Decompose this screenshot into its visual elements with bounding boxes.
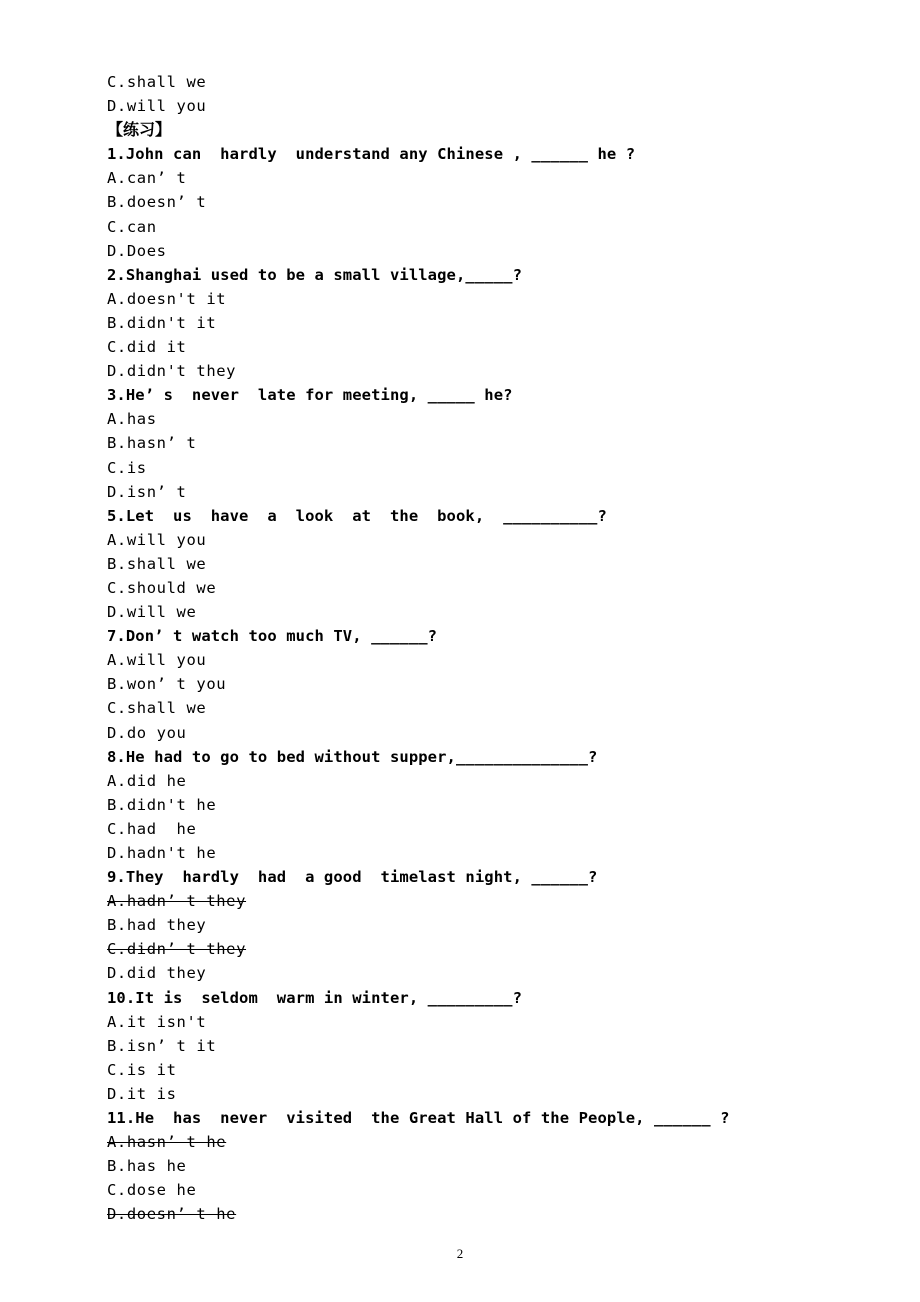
question-list — [107, 142, 827, 1226]
answer-option: C.should we — [107, 578, 217, 597]
answer-option: B.doesn’ t — [107, 193, 207, 212]
answer-option: A.will you — [107, 530, 207, 549]
answer-option: A.has — [107, 410, 157, 429]
answer-option: B.hasn’ t — [107, 434, 197, 453]
answer-option: C.is — [107, 458, 147, 477]
answer-option: C.did it — [107, 338, 187, 357]
answer-option: C.is it — [107, 1060, 177, 1079]
answer-option: C.can — [107, 217, 157, 236]
answer-option: A.will you — [107, 651, 207, 670]
answer-option: B.had they — [107, 916, 207, 935]
question-text: 8.He had to go to bed without supper,______________? — [107, 747, 598, 766]
answer-option: D.Does — [107, 241, 167, 260]
answer-option: A.did he — [107, 771, 187, 790]
question-text: 2.Shanghai used to be a small village,_____? — [107, 265, 522, 284]
answer-option: B.shall we — [107, 554, 207, 573]
answer-option: D.didn't they — [107, 362, 237, 381]
answer-option: B.didn't it — [107, 313, 217, 332]
answer-option: D.do you — [107, 723, 187, 742]
answer-option: B.has he — [107, 1157, 187, 1176]
answer-option: D.did they — [107, 964, 207, 983]
page-number: 2 — [456, 1246, 464, 1261]
question-text: 5.Let us have a look at the book, __________? — [107, 506, 607, 525]
question-text: 10.It is seldom warm in winter, _________? — [107, 988, 522, 1007]
answer-option: A.can’ t — [107, 169, 187, 188]
answer-option: B.didn't he — [107, 795, 217, 814]
answer-option: B.isn’ t it — [107, 1036, 217, 1055]
struck-option: A.hasn’ t he — [107, 1133, 227, 1152]
struck-option: A.hadn’ t they — [107, 892, 247, 911]
answer-option: D.hadn't he — [107, 844, 217, 862]
answer-option: C.shall we — [107, 699, 207, 718]
question-text: 7.Don’ t watch too much TV, ______? — [107, 627, 438, 646]
struck-option: D.doesn’ t he — [107, 1205, 237, 1224]
answer-option: D.it is — [107, 1084, 177, 1103]
option-line: D.will you — [107, 97, 207, 116]
answer-option: D.isn’ t — [107, 482, 187, 501]
question-text: 3.He’ s never late for meeting, _____ he? — [107, 386, 513, 405]
question-text: 9.They hardly had a good timelast night, ______? — [107, 868, 598, 887]
answer-option: B.won’ t you — [107, 675, 227, 694]
question-text: 11.He has never visited the Great Hall of the People, ______ ? — [107, 1109, 730, 1128]
struck-option: C.didn’ t they — [107, 940, 247, 959]
answer-option: C.had he — [107, 819, 197, 838]
answer-option: C.dose he — [107, 1181, 197, 1200]
answer-option: A.doesn't it — [107, 289, 227, 308]
document-page — [107, 70, 827, 1227]
answer-option: A.it isn't — [107, 1012, 207, 1031]
option-line: C.shall we — [107, 73, 207, 91]
question-text: 1.John can hardly understand any Chinese , ______ he ? — [107, 145, 636, 164]
answer-option: D.will we — [107, 603, 197, 622]
section-title: 【练习】 — [107, 120, 172, 140]
